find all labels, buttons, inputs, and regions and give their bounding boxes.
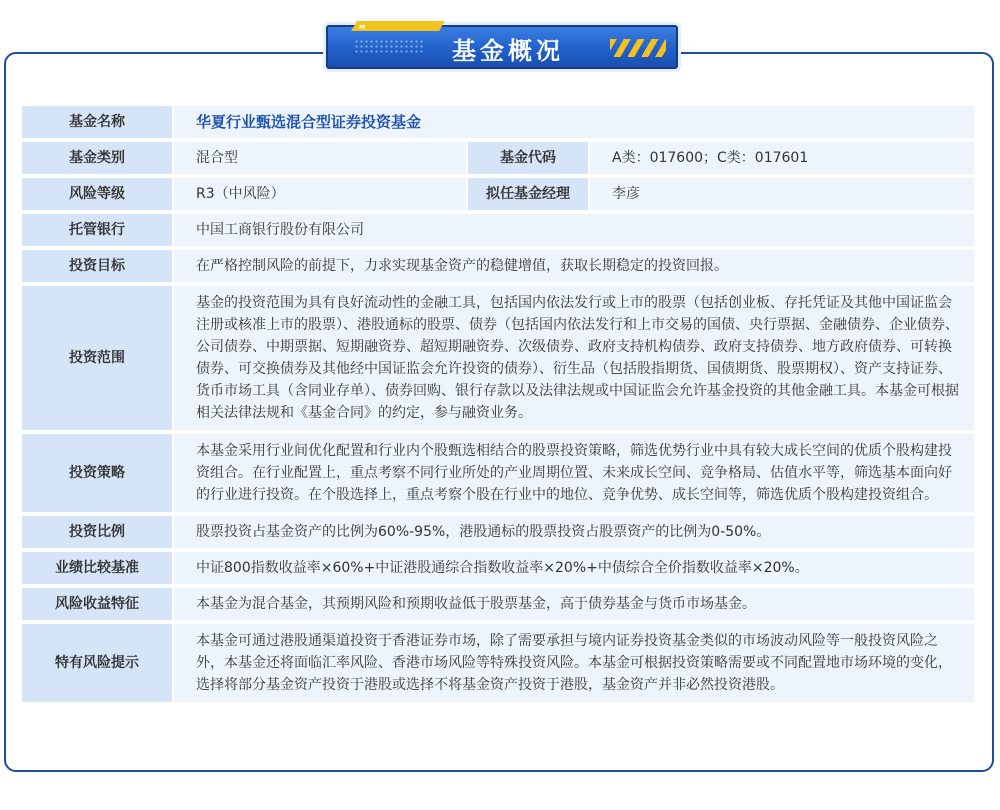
table-row-objective xyxy=(22,250,974,282)
objective-label: 投资目标 xyxy=(22,250,174,282)
fund-code-value: A类：017600；C类：017601 xyxy=(590,142,974,174)
risk-return-label: 风险收益特征 xyxy=(22,588,174,620)
table-row-ratio xyxy=(22,516,974,548)
special-risk-value: 本基金可通过港股通渠道投资于香港证券市场，除了需要承担与境内证券投资基金类似的市场波动风险等一般投资风险之外，本基金还将面临汇率风险、香港市场风险等特殊投资风险。本基金可根据投资策略需要或不同配置地市场环境的变化，选择将部分基金资产投资于港股或选择不将基金资产投资于港股，基金资产并非必然投资港股。 xyxy=(174,624,974,702)
custodian-label: 托管银行 xyxy=(22,214,174,246)
fund-type-value: 混合型 xyxy=(174,142,466,174)
table-row-strategy xyxy=(22,434,974,512)
table-row-benchmark xyxy=(22,552,974,584)
section-title: 基金概况 xyxy=(452,37,564,65)
strategy-label: 投资策略 xyxy=(22,434,174,512)
scope-value: 基金的投资范围为具有良好流动性的金融工具，包括国内依法发行或上市的股票（包括创业板、存托凭证及其他中国证监会注册或核准上市的股票）、港股通标的股票、债券（包括国内依法发行和上市交易的国债、央行票据、金融债券、企业债券、公司债券、中期票据、短期融资券、超短期融资券、次级债券、政府支持机构债券、政府支持债券、地方政府债券、可转换债券、可交换债券及其他经中国证监会允许投资的债券）、衍生品（包括股指期货、国债期货、股票期权）、资产支持证券、货币市场工具（含同业存单）、债券回购、银行存款以及法律法规或中国证监会允许基金投资的其他金融工具。本基金可根据相关法律法规和《基金合同》的约定，参与融资业务。 xyxy=(174,286,974,430)
fund-type-label: 基金类别 xyxy=(22,142,174,174)
table-row-custodian xyxy=(22,214,974,246)
table-row-fund-type xyxy=(22,142,974,174)
strategy-value: 本基金采用行业间优化配置和行业内个股甄选相结合的股票投资策略，筛选优势行业中具有较大成长空间的优质个股构建投资组合。在行业配置上，重点考察不同行业所处的产业周期位置、未来成长空间、竞争格局、估值水平等，筛选基本面向好的行业进行投资。在个股选择上，重点考察个股在行业中的地位、竞争优势、成长空间等，筛选优质个股构建投资组合。 xyxy=(174,434,974,512)
risk-return-value: 本基金为混合基金，其预期风险和预期收益低于股票基金，高于债券基金与货币市场基金。 xyxy=(174,588,974,620)
quote-mark-icon: ” xyxy=(358,23,366,37)
benchmark-value: 中证800指数收益率×60%+中证港股通综合指数收益率×20%+中债综合全价指数收益率×20%。 xyxy=(174,552,974,584)
ratio-value: 股票投资占基金资产的比例为60%-95%，港股通标的股票投资占股票资产的比例为0-50%。 xyxy=(174,516,974,548)
table-row-risk-level xyxy=(22,178,974,210)
risk-level-label: 风险等级 xyxy=(22,178,174,210)
table-row-fund-name xyxy=(22,106,974,138)
fund-name-value: 华夏行业甄选混合型证券投资基金 xyxy=(174,106,974,138)
ratio-label: 投资比例 xyxy=(22,516,174,548)
custodian-value: 中国工商银行股份有限公司 xyxy=(174,214,974,246)
fund-manager-value: 李彦 xyxy=(590,178,974,210)
banner-stripe-decoration xyxy=(610,39,666,57)
scope-label: 投资范围 xyxy=(22,286,174,430)
banner-plate xyxy=(326,25,678,69)
objective-value: 在严格控制风险的前提下，力求实现基金资产的稳健增值，获取长期稳定的投资回报。 xyxy=(174,250,974,282)
risk-level-value: R3（中风险） xyxy=(174,178,466,210)
table-row-risk-return xyxy=(22,588,974,620)
fund-name-label: 基金名称 xyxy=(22,106,174,138)
special-risk-label: 特有风险提示 xyxy=(22,624,174,702)
fund-manager-label: 拟任基金经理 xyxy=(466,178,590,210)
banner-dot-pattern xyxy=(354,39,424,55)
table-row-scope xyxy=(22,286,974,430)
benchmark-label: 业绩比较基准 xyxy=(22,552,174,584)
table-row-special-risk xyxy=(22,624,974,702)
fund-info-table xyxy=(22,102,974,706)
fund-code-label: 基金代码 xyxy=(466,142,590,174)
section-banner xyxy=(316,22,688,78)
